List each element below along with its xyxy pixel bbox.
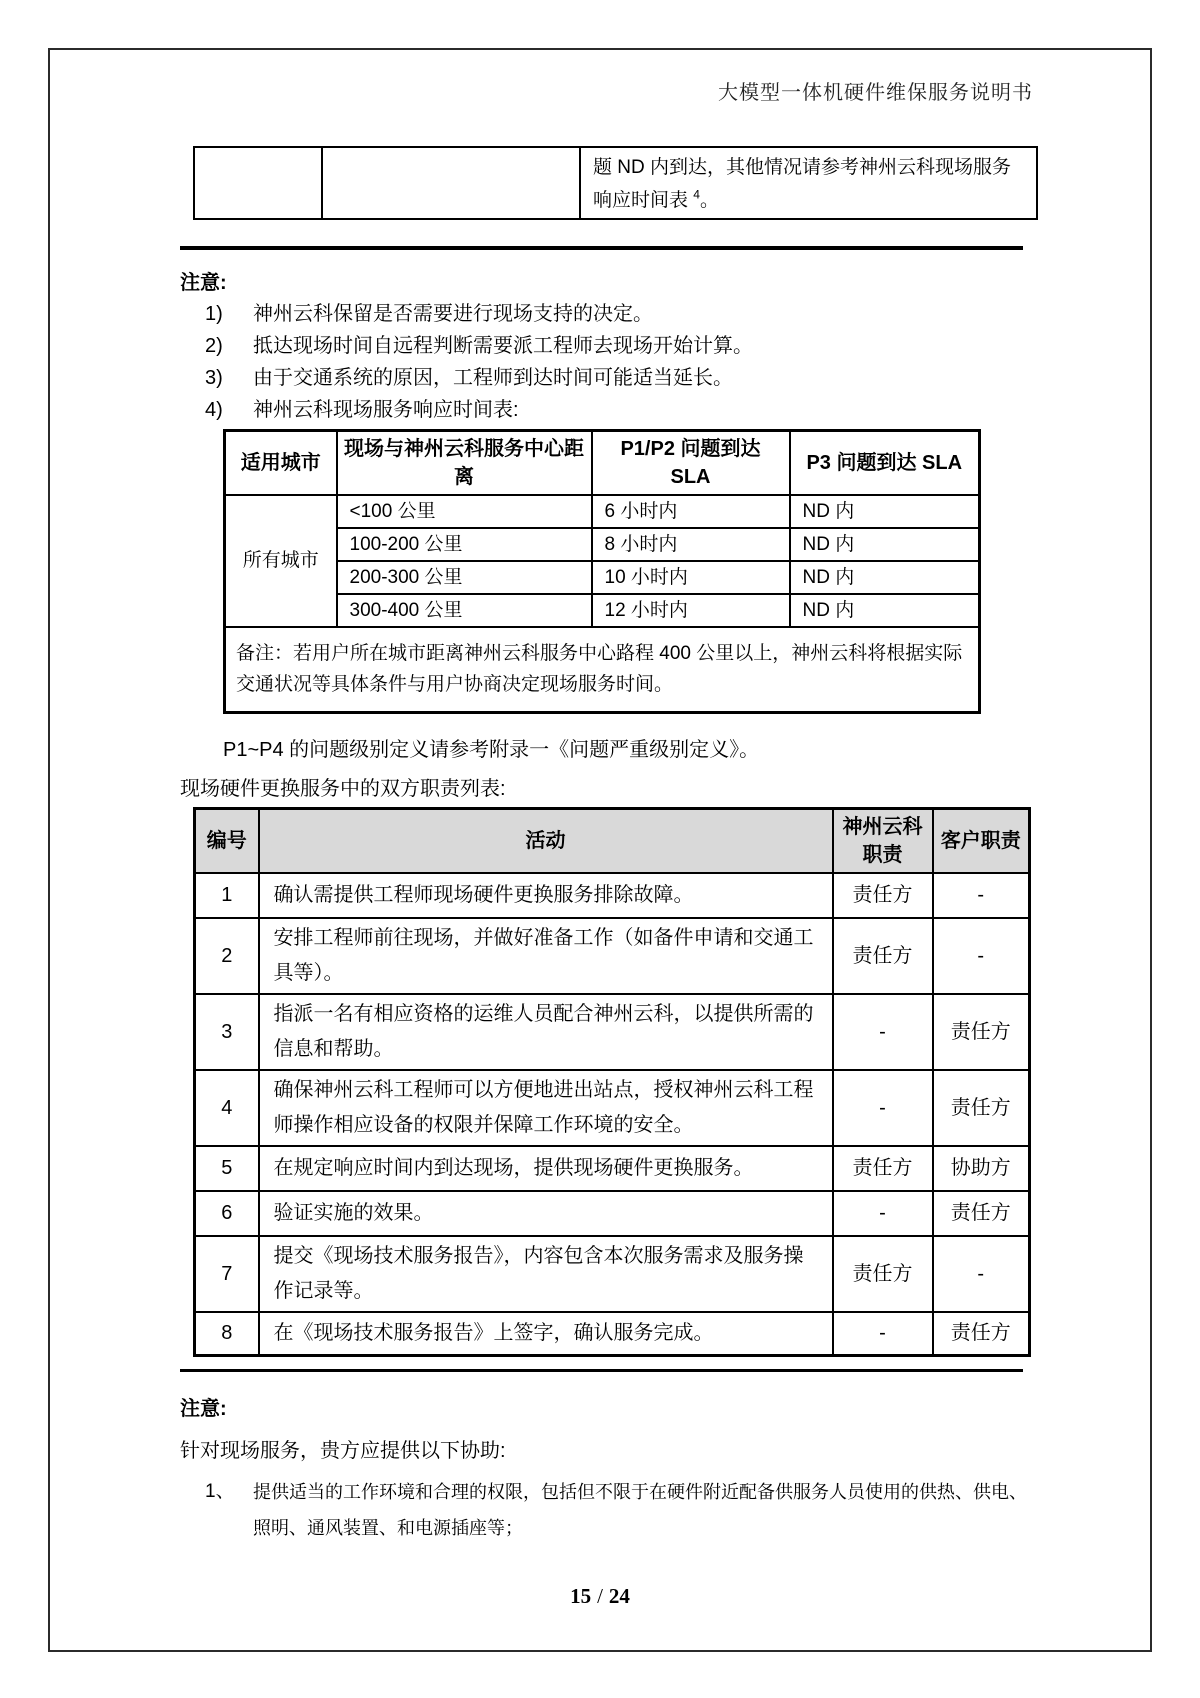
- note-item-text: 由于交通系统的原因，工程师到达时间可能适当延长。: [253, 367, 733, 389]
- resp-vendor-cell: -: [833, 994, 933, 1070]
- note-item-number: 1): [205, 303, 223, 325]
- resp-header-activity: 活动: [259, 809, 833, 873]
- note-item: [205, 335, 1035, 357]
- page-number-current: 15: [570, 1584, 592, 1608]
- table-row: [195, 873, 1030, 918]
- resp-customer-cell: -: [933, 873, 1030, 918]
- resp-activity-cell: 在《现场技术服务报告》上签字，确认服务完成。: [259, 1312, 833, 1356]
- resp-vendor-cell: 责任方: [833, 918, 933, 994]
- empty-cell: [322, 147, 580, 219]
- note-item: [205, 303, 1035, 325]
- resp-vendor-cell: -: [833, 1070, 933, 1146]
- resp-activity-cell: 验证实施的效果。: [259, 1191, 833, 1236]
- note-item-text: 神州云科现场服务响应时间表:: [253, 399, 519, 421]
- assist-intro-text: 针对现场服务，贵方应提供以下协助:: [180, 1440, 506, 1462]
- resp-customer-cell: -: [933, 918, 1030, 994]
- page-number-total: 24: [608, 1584, 630, 1608]
- table-row: [195, 1070, 1030, 1146]
- empty-cell: [194, 147, 322, 219]
- table-row: [195, 1312, 1030, 1356]
- assist-item-number: 1、: [205, 1481, 235, 1502]
- resp-id-cell: 8: [195, 1312, 259, 1356]
- resp-activity-cell: 确保神州云科工程师可以方便地进出站点，授权神州云科工程师操作相应设备的权限并保障工作环境的安全。: [259, 1070, 833, 1146]
- sla-p1p2-cell: 10 小时内: [592, 561, 790, 594]
- footnote-ref: 4: [693, 187, 700, 202]
- sla-city-cell: 所有城市: [225, 495, 337, 627]
- resp-id-cell: 5: [195, 1146, 259, 1191]
- sla-header-city: 适用城市: [225, 431, 337, 495]
- notes-heading: 注意:: [180, 272, 227, 294]
- resp-activity-cell: 指派一名有相应资格的运维人员配合神州云科，以提供所需的信息和帮助。: [259, 994, 833, 1070]
- resp-header-vendor: 神州云科职责: [833, 809, 933, 873]
- top-continuation-table: [193, 146, 1038, 220]
- notes-heading: 注意:: [180, 1398, 227, 1420]
- table-row: [195, 1191, 1030, 1236]
- sla-distance-cell: 100-200 公里: [337, 528, 592, 561]
- note-item-text: 抵达现场时间自远程判断需要派工程师去现场开始计算。: [253, 335, 753, 357]
- resp-id-cell: 2: [195, 918, 259, 994]
- section-divider-bottom: [180, 1369, 1023, 1372]
- sla-p1p2-cell: 12 小时内: [592, 594, 790, 627]
- sla-distance-cell: 300-400 公里: [337, 594, 592, 627]
- sla-p1p2-cell: 6 小时内: [592, 495, 790, 528]
- continuation-tail: 。: [699, 190, 719, 211]
- resp-activity-cell: 提交《现场技术服务报告》，内容包含本次服务需求及服务操作记录等。: [259, 1236, 833, 1312]
- table-row: [195, 1146, 1030, 1191]
- section-divider-top: [180, 246, 1023, 250]
- note-item-number: 4): [205, 399, 223, 421]
- resp-id-cell: 3: [195, 994, 259, 1070]
- table-row: [225, 594, 980, 627]
- resp-customer-cell: 责任方: [933, 1312, 1030, 1356]
- resp-id-cell: 1: [195, 873, 259, 918]
- resp-vendor-cell: 责任方: [833, 1236, 933, 1312]
- responsibility-table-title: 现场硬件更换服务中的双方职责列表:: [180, 778, 506, 800]
- sla-p3-cell: ND 内: [790, 528, 980, 561]
- resp-header-id: 编号: [195, 809, 259, 873]
- table-row: [195, 994, 1030, 1070]
- resp-id-cell: 6: [195, 1191, 259, 1236]
- notes-list: [205, 303, 1035, 431]
- table-header-row: [195, 809, 1030, 873]
- sla-response-time-table: [223, 429, 981, 714]
- assist-item-text: 提供适当的工作环境和合理的权限，包括但不限于在硬件附近配备供服务人员使用的供热、供电、照明、通风装置、和电源插座等；: [253, 1482, 1027, 1538]
- assist-item: [205, 1474, 1033, 1546]
- resp-activity-cell: 在规定响应时间内到达现场，提供现场硬件更换服务。: [259, 1146, 833, 1191]
- sla-p1p2-cell: 8 小时内: [592, 528, 790, 561]
- page-number: [0, 1584, 1200, 1609]
- resp-activity-cell: 确认需提供工程师现场硬件更换服务排除故障。: [259, 873, 833, 918]
- sla-p3-cell: ND 内: [790, 561, 980, 594]
- resp-vendor-cell: 责任方: [833, 873, 933, 918]
- resp-customer-cell: 责任方: [933, 1191, 1030, 1236]
- sla-header-p1p2: P1/P2 问题到达 SLA: [592, 431, 790, 495]
- resp-vendor-cell: 责任方: [833, 1146, 933, 1191]
- priority-definition-note: P1~P4 的问题级别定义请参考附录一《问题严重级别定义》。: [223, 739, 760, 761]
- table-row: [194, 147, 1037, 219]
- resp-id-cell: 7: [195, 1236, 259, 1312]
- resp-customer-cell: 协助方: [933, 1146, 1030, 1191]
- resp-customer-cell: -: [933, 1236, 1030, 1312]
- sla-p3-cell: ND 内: [790, 495, 980, 528]
- sla-remark-cell: 备注：若用户所在城市距离神州云科服务中心路程 400 公里以上，神州云科将根据实际交通状况等具体条件与用户协商决定现场服务时间。: [225, 627, 980, 713]
- resp-customer-cell: 责任方: [933, 994, 1030, 1070]
- resp-id-cell: 4: [195, 1070, 259, 1146]
- sla-distance-cell: <100 公里: [337, 495, 592, 528]
- note-item-number: 2): [205, 335, 223, 357]
- resp-customer-cell: 责任方: [933, 1070, 1030, 1146]
- page-number-separator: /: [597, 1584, 603, 1608]
- assist-list: [205, 1474, 1033, 1546]
- table-header-row: [225, 431, 980, 495]
- note-item-number: 3): [205, 367, 223, 389]
- table-row: [225, 561, 980, 594]
- continuation-text: 题 ND 内到达，其他情况请参考神州云科现场服务响应时间表: [593, 157, 1012, 211]
- note-item: [205, 399, 1035, 421]
- responsibility-table: [193, 807, 1031, 1357]
- continuation-text-cell: [580, 147, 1037, 219]
- table-row: [225, 528, 980, 561]
- note-item-text: 神州云科保留是否需要进行现场支持的决定。: [253, 303, 653, 325]
- resp-vendor-cell: -: [833, 1312, 933, 1356]
- table-row: [225, 495, 980, 528]
- sla-header-p3: P3 问题到达 SLA: [790, 431, 980, 495]
- note-item: [205, 367, 1035, 389]
- resp-vendor-cell: -: [833, 1191, 933, 1236]
- resp-activity-cell: 安排工程师前往现场，并做好准备工作（如备件申请和交通工具等）。: [259, 918, 833, 994]
- table-row: [195, 918, 1030, 994]
- sla-p3-cell: ND 内: [790, 594, 980, 627]
- resp-header-customer: 客户职责: [933, 809, 1030, 873]
- document-header-title: 大模型一体机硬件维保服务说明书: [718, 82, 1033, 104]
- table-row: [195, 1236, 1030, 1312]
- sla-distance-cell: 200-300 公里: [337, 561, 592, 594]
- table-remark-row: [225, 627, 980, 713]
- sla-header-distance: 现场与神州云科服务中心距离: [337, 431, 592, 495]
